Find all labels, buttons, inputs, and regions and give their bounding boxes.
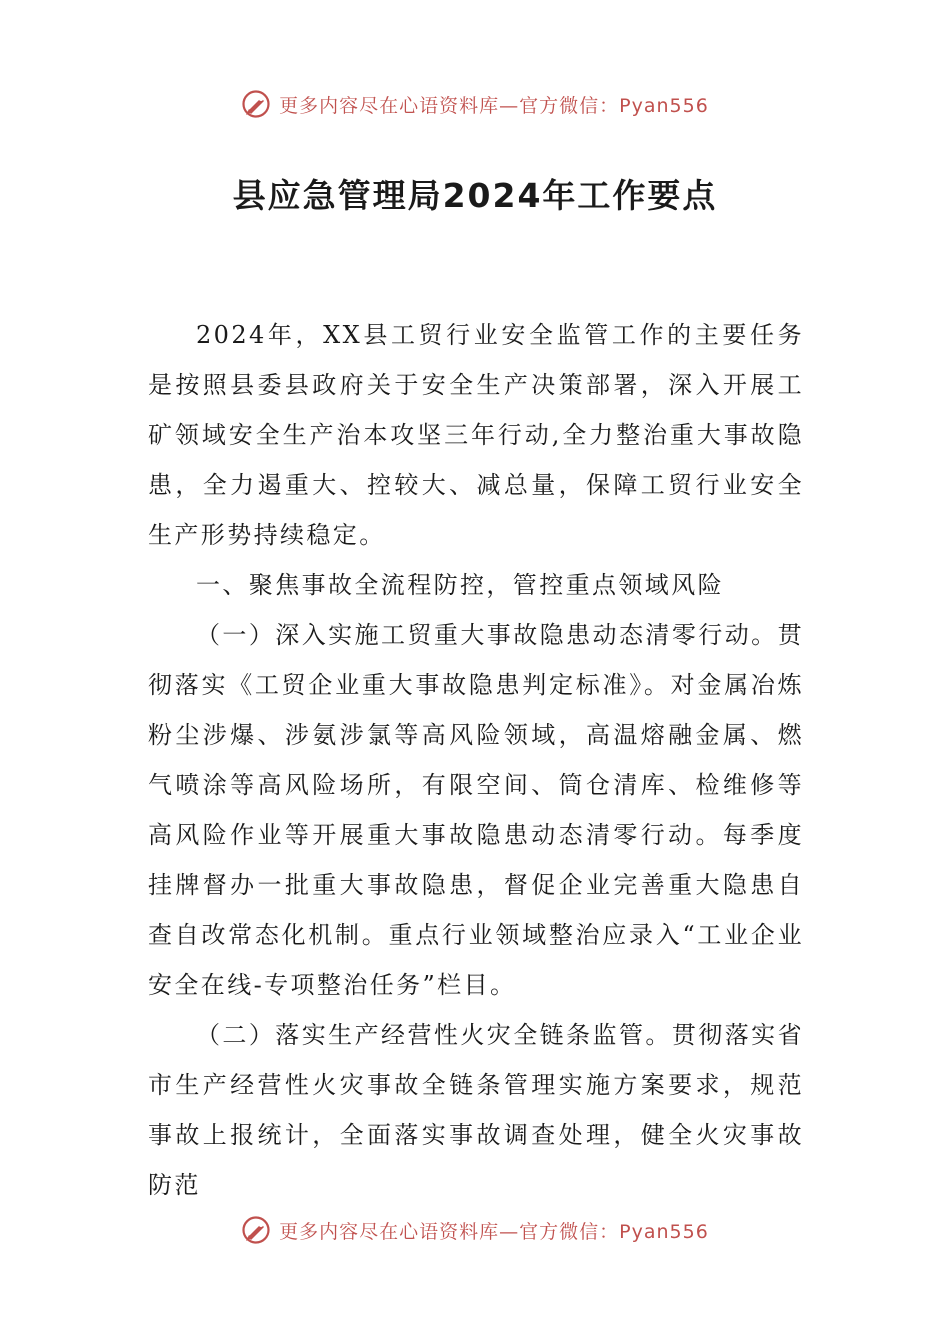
paragraph-intro: 2024年，XX县工贸行业安全监管工作的主要任务是按照县委县政府关于安全生产决策部署，深入开展工矿领域安全生产治本攻坚三年行动,全力整治重大事故隐患，全力遏重大、控较大、减总量，保障工贸行业安全生产形势持续稳定。 [148, 321, 804, 549]
document-body [148, 310, 804, 1210]
pen-logo-icon [241, 1215, 271, 1245]
footer-watermark [0, 1212, 950, 1248]
section-heading-1: 一、聚焦事故全流程防控，管控重点领域风险 [196, 571, 724, 599]
watermark-text: 更多内容尽在心语资料库—官方微信：Pyan556 [279, 94, 709, 117]
paragraph-item-2: （二）落实生产经营性火灾全链条监管。贯彻落实省市生产经营性火灾事故全链条管理实施方案要求，规范事故上报统计，全面落实事故调查处理，健全火灾事故防范 [148, 1021, 804, 1199]
page-title: 县应急管理局2024年工作要点 [232, 176, 718, 215]
watermark-text: 更多内容尽在心语资料库—官方微信：Pyan556 [279, 1220, 709, 1243]
pen-logo-icon [241, 89, 271, 119]
paragraph-item-1: （一）深入实施工贸重大事故隐患动态清零行动。贯彻落实《工贸企业重大事故隐患判定标准》。对金属冶炼粉尘涉爆、涉氨涉氯等高风险领域，高温熔融金属、燃气喷涂等高风险场所，有限空间、筒仓清库、检维修等高风险作业等开展重大事故隐患动态清零行动。每季度挂牌督办一批重大事故隐患，督促企业完善重大隐患自查自改常态化机制。重点行业领域整治应录入“工业企业安全在线-专项整治任务”栏目。 [148, 621, 804, 999]
header-watermark [0, 86, 950, 122]
